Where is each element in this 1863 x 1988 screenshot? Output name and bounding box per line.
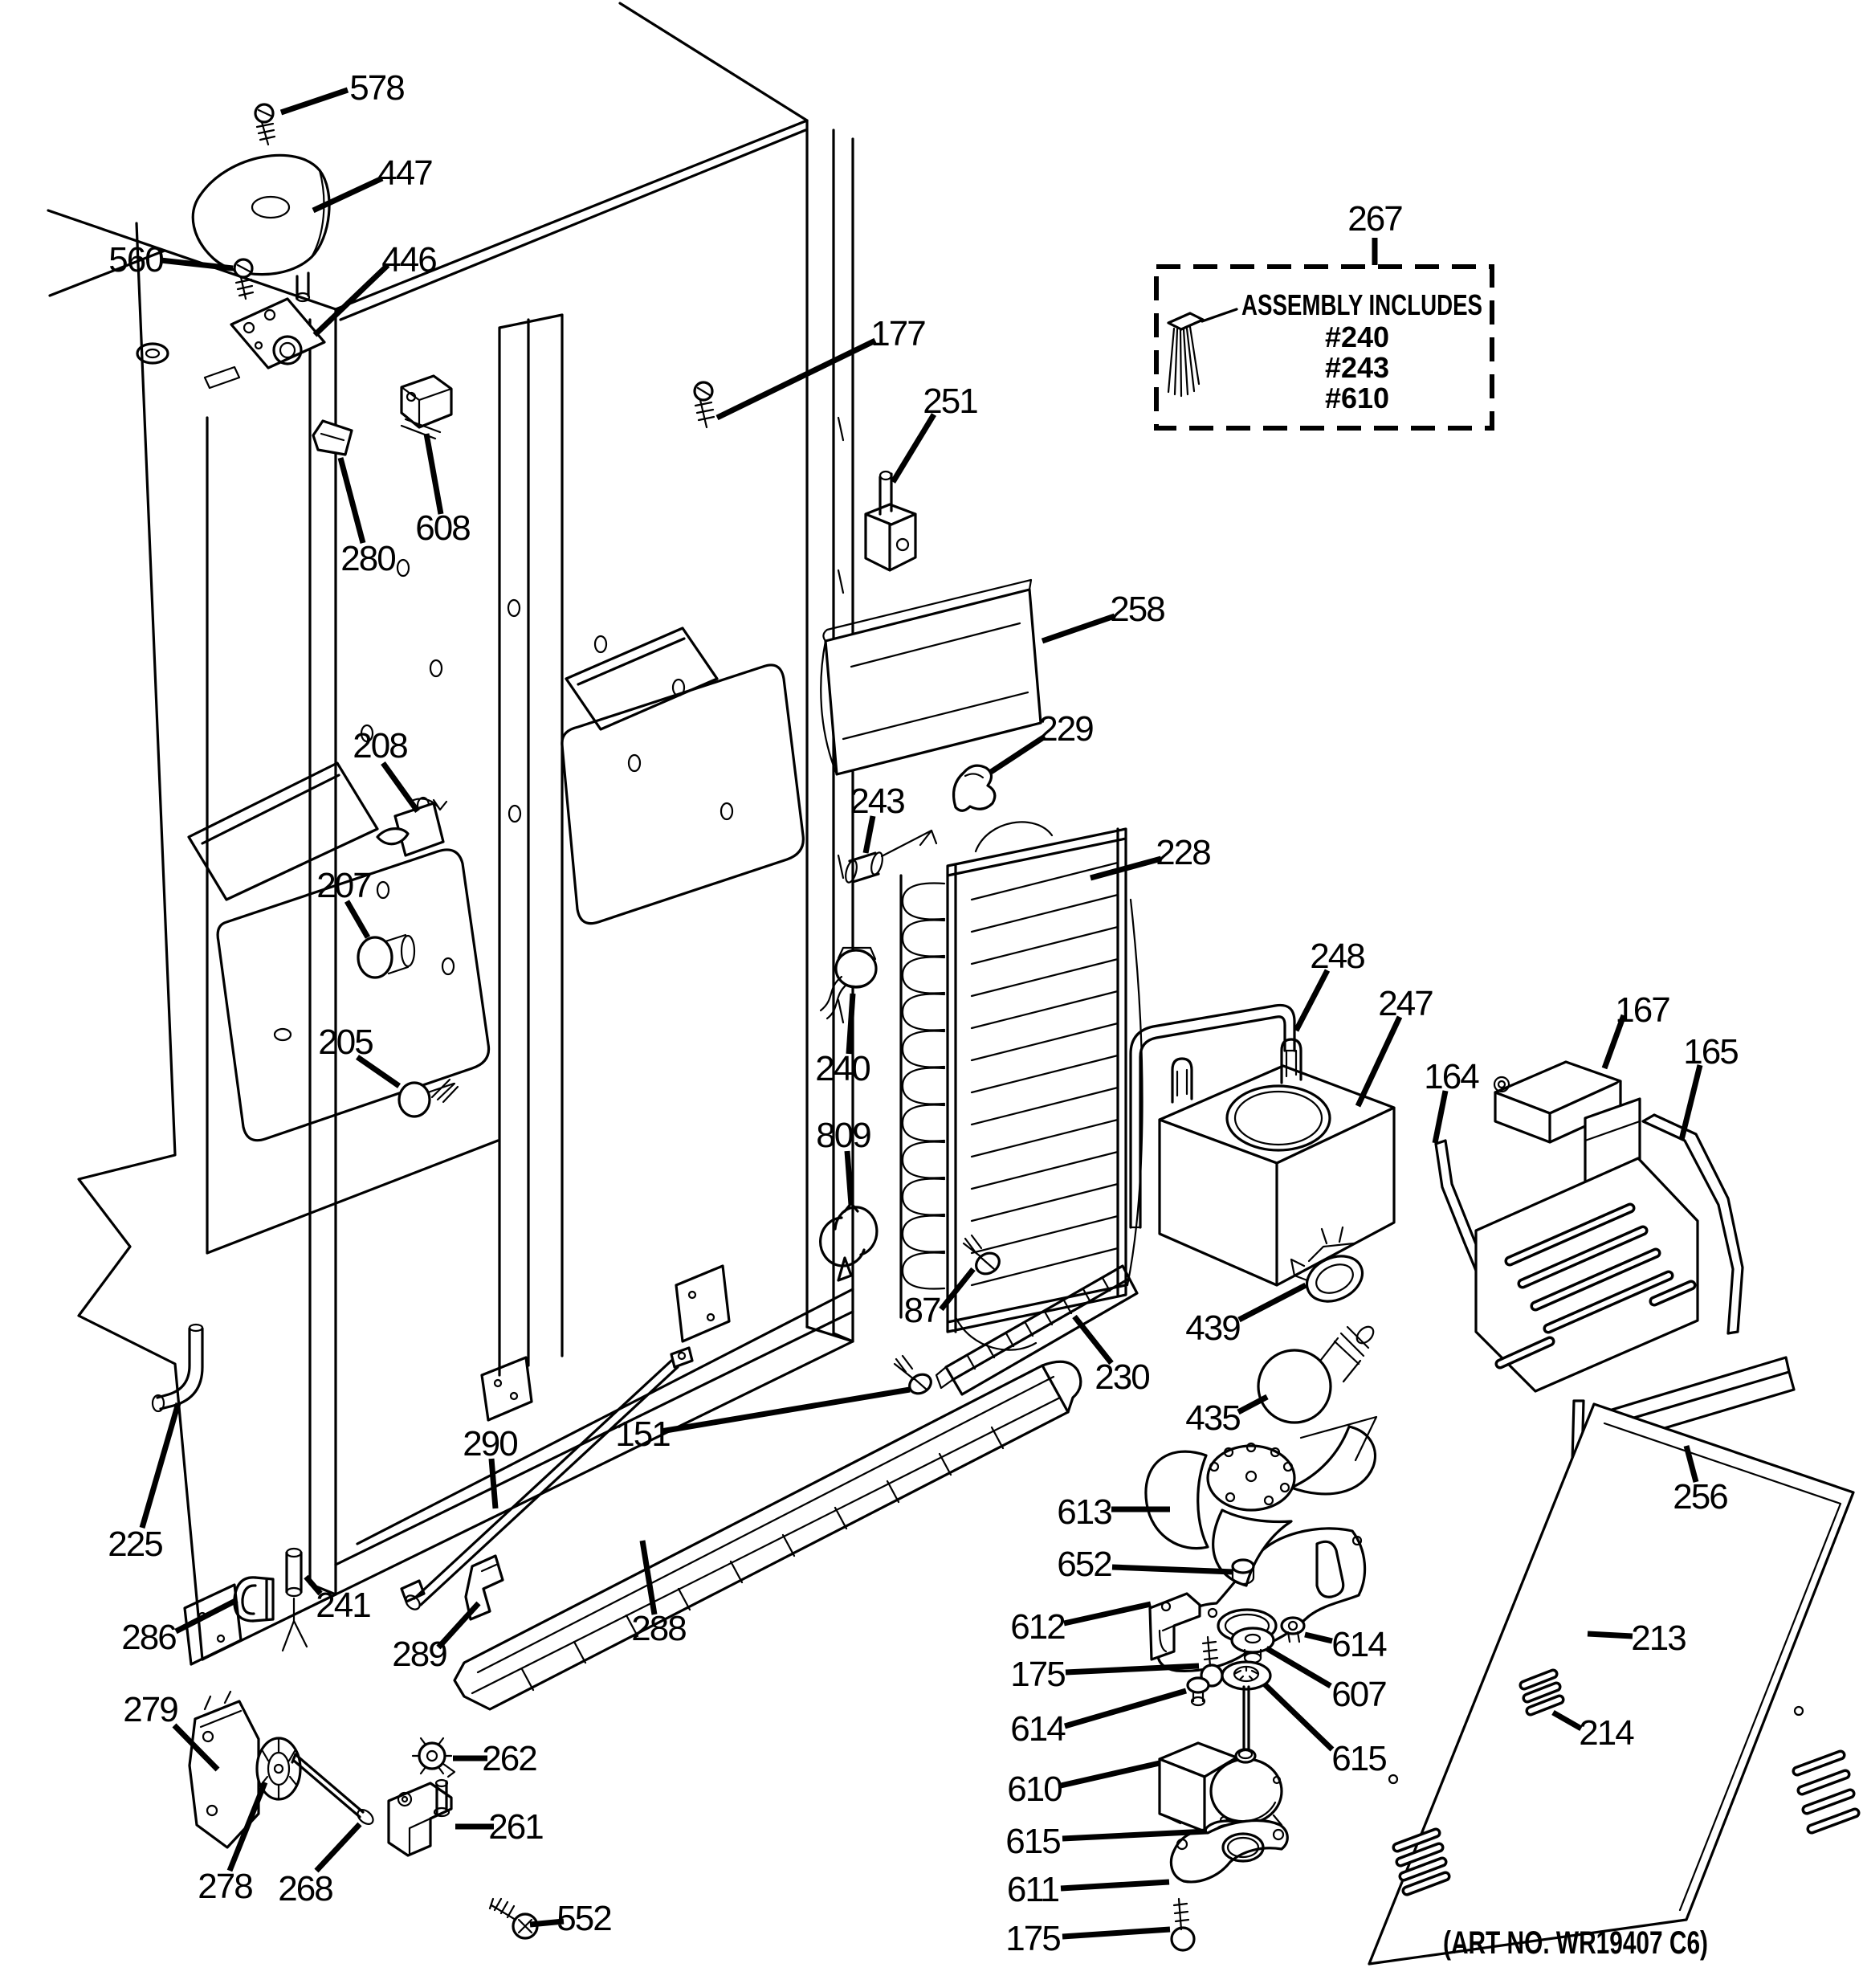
part-label-228: 228 [1156, 833, 1210, 872]
assembly-note-box [1156, 267, 1492, 428]
leader-line-151 [661, 1390, 910, 1431]
leader-line-614 [1065, 1691, 1186, 1726]
leader-line-610 [1061, 1763, 1160, 1786]
part-label-652: 652 [1057, 1545, 1111, 1584]
leader-line-213 [1588, 1634, 1633, 1636]
part-label-578: 578 [349, 68, 404, 108]
leader-line-165 [1682, 1065, 1700, 1140]
part-214-evaporator-cover-panel [1369, 1404, 1855, 1964]
part-label-280: 280 [340, 539, 395, 578]
part-label-208: 208 [353, 726, 407, 765]
part-label-279: 279 [123, 1690, 177, 1729]
assembly-icon-leader [1202, 309, 1237, 321]
part-label-611: 611 [1006, 1870, 1059, 1909]
part-label-286: 286 [121, 1618, 176, 1657]
leader-line-607 [1266, 1648, 1331, 1686]
assembly-note-title: ASSEMBLY INCLUDES [1241, 288, 1482, 321]
part-label-175: 175 [1010, 1655, 1065, 1694]
leader-line-240 [849, 994, 853, 1054]
part-228-evaporator [901, 822, 1143, 1349]
leader-line-614 [1305, 1635, 1332, 1641]
leader-line-207 [347, 901, 368, 937]
part-label-258: 258 [1110, 590, 1164, 629]
part-label-262: 262 [482, 1739, 536, 1778]
part-447-hinge-cover [193, 155, 329, 301]
part-label-268: 268 [278, 1869, 332, 1908]
part-278-roller-assembly [190, 1692, 300, 1847]
part-label-256: 256 [1673, 1477, 1727, 1517]
part-205-screw [399, 1080, 458, 1116]
leader-line-290 [491, 1459, 495, 1508]
leader-line-230 [1074, 1316, 1111, 1363]
leader-line-175 [1062, 1929, 1170, 1937]
part-label-243: 243 [850, 782, 904, 821]
part-280-trim [313, 421, 352, 455]
leader-line-809 [847, 1151, 851, 1205]
cabinet-outline [48, 3, 853, 1664]
part-label-247: 247 [1378, 984, 1433, 1023]
part-560-screw [234, 259, 253, 299]
part-label-446: 446 [381, 240, 436, 280]
part-label-175: 175 [1005, 1919, 1060, 1958]
part-label-165: 165 [1683, 1032, 1738, 1072]
part-label-167: 167 [1615, 990, 1669, 1030]
part-247-fan-shroud [1160, 1039, 1394, 1285]
part-241-pin [283, 1549, 307, 1651]
part-608-relay [402, 376, 451, 439]
part-207-plug [358, 935, 414, 978]
part-167-air-duct [1494, 1062, 1640, 1184]
part-label-614: 614 [1331, 1625, 1386, 1664]
leader-line-229 [991, 737, 1045, 772]
part-label-164: 164 [1424, 1057, 1478, 1096]
part-614-grommet-left [1188, 1678, 1209, 1705]
leader-line-225 [142, 1403, 178, 1528]
leader-line-251 [893, 414, 934, 482]
leader-line-439 [1239, 1285, 1306, 1320]
part-240-thermostat [821, 948, 876, 1018]
part-label-213: 213 [1631, 1619, 1686, 1658]
part-615-ring-upper [1222, 1662, 1270, 1689]
wire-harness-icon [1168, 313, 1203, 396]
leader-line-612 [1064, 1604, 1151, 1623]
part-label-447: 447 [377, 153, 432, 193]
part-809-clamp [821, 1203, 877, 1280]
leader-line-446 [315, 265, 388, 335]
leader-line-243 [866, 816, 873, 853]
part-label-177: 177 [870, 314, 925, 353]
part-label-248: 248 [1310, 937, 1364, 976]
leader-line-258 [1042, 616, 1115, 641]
leader-line-611 [1061, 1882, 1169, 1888]
part-label-289: 289 [392, 1635, 446, 1674]
part-label-87: 87 [903, 1291, 940, 1330]
part-175-bolt-lower [1172, 1899, 1194, 1950]
part-label-560: 560 [108, 240, 163, 280]
leader-line-247 [1358, 1017, 1400, 1106]
part-578-screw [255, 104, 275, 145]
part-552-bolt [490, 1899, 537, 1938]
part-286-clip [234, 1578, 273, 1621]
part-label-151: 151 [615, 1414, 670, 1454]
back-wall-holes [361, 560, 732, 974]
art-number: (ART NO. WR19407 C6) [1443, 1925, 1708, 1961]
part-167-vented-cover [1476, 1158, 1698, 1391]
part-268-axle-rod [292, 1754, 376, 1827]
part-label-608: 608 [415, 508, 470, 548]
leader-line-608 [426, 434, 441, 514]
part-262-cam [413, 1738, 455, 1777]
part-label-267: 267 [1347, 199, 1402, 239]
assembly-note-item-1: #240 [1324, 320, 1390, 353]
part-label-552: 552 [556, 1899, 611, 1938]
part-label-205: 205 [318, 1023, 373, 1062]
part-251-block [866, 471, 915, 570]
leader-line-578 [281, 90, 348, 112]
part-243-tube [844, 831, 936, 884]
part-261-hinge-bracket [389, 1780, 451, 1855]
part-label-614: 614 [1010, 1709, 1065, 1749]
part-label-809: 809 [816, 1116, 870, 1155]
part-label-225: 225 [108, 1525, 162, 1564]
leader-line-248 [1296, 970, 1327, 1031]
part-label-615: 615 [1005, 1822, 1060, 1861]
leader-line-87 [941, 1269, 973, 1309]
part-label-241: 241 [316, 1586, 370, 1625]
part-label-610: 610 [1007, 1770, 1062, 1809]
part-label-288: 288 [631, 1609, 686, 1648]
assembly-note-item-2: #243 [1324, 351, 1390, 384]
part-label-607: 607 [1331, 1675, 1386, 1714]
leader-line-268 [316, 1824, 360, 1871]
assembly-note-item-3: #610 [1324, 382, 1390, 414]
part-label-229: 229 [1038, 709, 1093, 749]
part-614-grommet-right [1282, 1618, 1304, 1642]
leader-line-164 [1435, 1091, 1445, 1143]
leader-line-615 [1265, 1684, 1332, 1749]
part-label-439: 439 [1185, 1308, 1240, 1348]
part-label-251: 251 [923, 382, 977, 421]
part-label-612: 612 [1010, 1607, 1065, 1647]
leader-line-652 [1112, 1567, 1233, 1572]
part-label-278: 278 [198, 1867, 252, 1906]
part-label-207: 207 [316, 866, 371, 905]
part-label-613: 613 [1057, 1492, 1111, 1532]
part-177-screw [695, 382, 714, 427]
leader-line-280 [340, 458, 363, 543]
part-label-435: 435 [1185, 1398, 1240, 1438]
part-435-light-bulb [1258, 1324, 1376, 1423]
leader-line-208 [383, 763, 418, 811]
part-label-261: 261 [488, 1807, 543, 1847]
part-label-615: 615 [1331, 1739, 1386, 1778]
part-label-214: 214 [1579, 1713, 1633, 1753]
part-label-230: 230 [1095, 1357, 1149, 1397]
part-229-clip [954, 765, 995, 810]
part-label-290: 290 [463, 1424, 517, 1463]
part-label-240: 240 [815, 1049, 870, 1088]
